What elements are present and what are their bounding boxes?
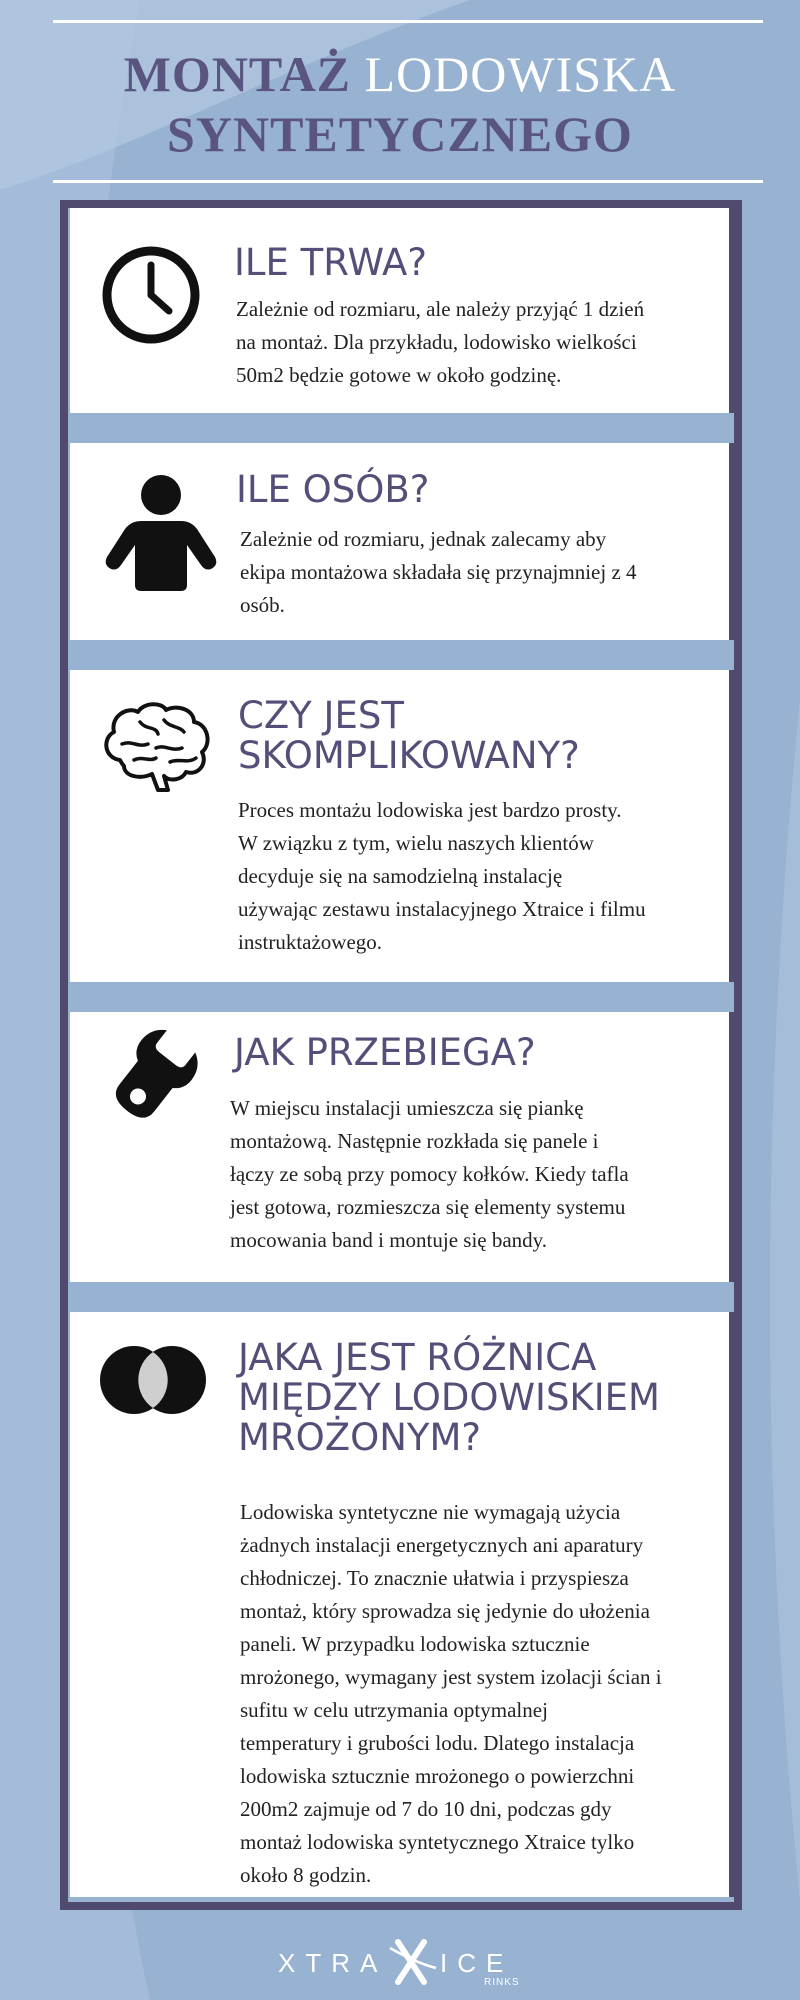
title-bottom-rule bbox=[53, 180, 763, 183]
title-light-word: LODOWISKA bbox=[364, 46, 677, 102]
title-line-2: SYNTETYCZNEGO bbox=[167, 106, 633, 162]
logo-subtext: RINKS bbox=[484, 1977, 520, 1988]
clock-icon bbox=[101, 245, 201, 345]
section-card-process bbox=[70, 1012, 738, 1282]
card-side-bar bbox=[729, 1012, 738, 1282]
section-heading: CZY JEST SKOMPLIKOWANY? bbox=[238, 694, 580, 777]
section-body: Zależnie od rozmiaru, ale należy przyjąć 1 dzień na montaż. Dla przykładu, lodowisko wielkości 50m2 będzie gotowe w około godzinę. bbox=[236, 297, 645, 387]
wrench-icon bbox=[106, 1028, 202, 1124]
section-heading: ILE TRWA? bbox=[234, 241, 427, 284]
card-side-bar bbox=[729, 443, 738, 640]
xtraice-logo bbox=[270, 1938, 540, 1988]
page-title bbox=[0, 44, 800, 164]
section-card-duration bbox=[70, 208, 738, 413]
logo-text-left: XTRA bbox=[278, 1948, 388, 1978]
person-icon bbox=[103, 473, 219, 591]
section-card-difference bbox=[70, 1312, 738, 1897]
card-side-bar bbox=[729, 1312, 738, 1897]
section-heading: ILE OSÓB? bbox=[236, 468, 430, 511]
section-heading: JAK PRZEBIEGA? bbox=[234, 1031, 536, 1074]
section-heading: JAKA JEST RÓŻNICA MIĘDZY LODOWISKIEM MROŻONYM? bbox=[238, 1336, 660, 1459]
section-card-complexity bbox=[70, 670, 738, 982]
card-side-bar bbox=[729, 670, 738, 982]
brain-icon bbox=[100, 700, 214, 792]
section-body: Proces montażu lodowiska jest bardzo prosty. W związku z tym, wielu naszych klientów decyduje się na samodzielną instalację używając zestawu instalacyjnego Xtraice i filmu instruktażowego. bbox=[238, 798, 646, 954]
section-body: Lodowiska syntetyczne nie wymagają użycia żadnych instalacji energetycznych ani aparatury chłodniczej. To znacznie ułatwia i przyspiesza montaż, który sprowadza się jedynie do ułożenia paneli. W przypadku lodowiska sztucznie mrożonego, wymagany jest system izolacji ścian i sufitu w celu utrzymania optymalnej temperatury i grubości lodu. Dlatego instalacja lodowiska sztucznie mrożonego o powierzchni 200m2 zajmuje od 7 do 10 dni, podczas gdy montaż lodowiska syntetycznego Xtraice tylko około 8 godzin. bbox=[240, 1500, 662, 1887]
card-side-bar bbox=[729, 208, 738, 413]
section-body: W miejscu instalacji umieszcza się piankę montażową. Następnie rozkłada się panele i łączy ze sobą przy pomocy kołków. Kiedy tafla jest gotowa, rozmieszcza się elementy systemu mocowania band i montuje się bandy. bbox=[230, 1096, 629, 1252]
title-top-rule bbox=[53, 20, 763, 23]
section-card-people bbox=[70, 443, 738, 640]
logo-text-right: ICE bbox=[440, 1948, 514, 1978]
section-body: Zależnie od rozmiaru, jednak zalecamy aby ekipa montażowa składała się przynajmniej z 4 osób. bbox=[240, 527, 637, 617]
title-bold-word: MONTAŻ bbox=[123, 46, 352, 102]
venn-diagram-icon bbox=[98, 1344, 208, 1416]
